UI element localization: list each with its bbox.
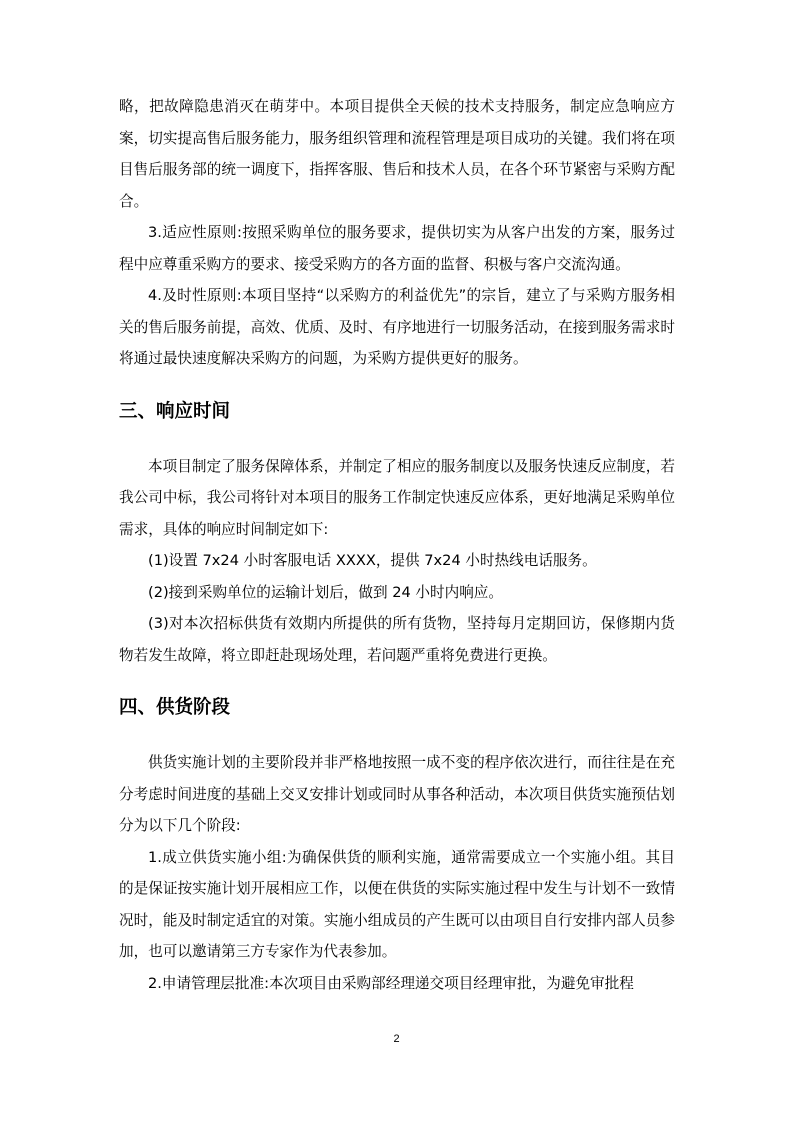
paragraph-response-intro: 本项目制定了服务保障体系，并制定了相应的服务制度以及服务快速反应制度，若我公司中标，我公司将针对本项目的服务工作制定快速反应体系，更好地满足采购单位需求，具体的响应时间制定如下: [119,457,675,538]
list-item-monthly-visit: (3)对本次招标供货有效期内所提供的所有货物，坚持每月定期回访，保修期内货物若发生故障，将立即赶赴现场处理，若问题严重将免费进行更换。 [119,615,675,664]
section-heading-supply-stage: 四、供货阶段 [119,697,231,718]
paragraph-supply-intro: 供货实施计划的主要阶段并非严格地按照一成不变的程序依次进行，而往往是在充分考虑时间进度的基础上交叉安排计划或同时从事各种活动，本次项目供货实施预估划分为以下几个阶段: [119,754,675,834]
paragraph-adaptability-principle: 3.适应性原则:按照采购单位的服务要求，提供切实为从客户出发的方案，服务过程中应尊重采购方的要求、接受采购方的各方面的监督、积极与客户交流沟通。 [119,224,675,273]
list-item-hotline: (1)设置 7x24 小时客服电话 XXXX，提供 7x24 小时热线电话服务。 [148,552,597,569]
page-content [119,91,675,999]
paragraph-continued: 略，把故障隐患消灭在萌芽中。本项目提供全天候的技术支持服务，制定应急响应方案，切实提高售后服务能力，服务组织管理和流程管理是项目成功的关键。我们将在项目售后服务部的统一调度下，指挥客服、售后和技术人员，在各个环节紧密与采购方配合。 [119,98,675,210]
list-item-24h-response: (2)接到采购单位的运输计划后，做到 24 小时内响应。 [148,583,503,601]
paragraph-implementation-team: 1.成立供货实施小组:为确保供货的顺利实施，通常需要成立一个实施小组。其目的是保证按实施计划开展相应工作，以便在供货的实际实施过程中发生与计划不一致情况时，能及时制定适宜的对策。实施小组成员的产生既可以由项目自行安排内部人员参加，也可以邀请第三方专家作为代表参加。 [119,848,675,960]
section-heading-response-time: 三、响应时间 [119,400,231,422]
page-number: 2 [393,1033,400,1045]
paragraph-timeliness-principle: 4.及时性原则:本项目坚持“以采购方的利益优先”的宗旨，建立了与采购方服务相关的售后服务前提，高效、优质、及时、有序地进行一切服务活动，在接到服务需求时将通过最快速度解决采购方的问题，为采购方提供更好的服务。 [119,287,675,367]
paragraph-management-approval: 2.申请管理层批准:本次项目由采购部经理递交项目经理审批，为避免审批程 [148,974,634,992]
